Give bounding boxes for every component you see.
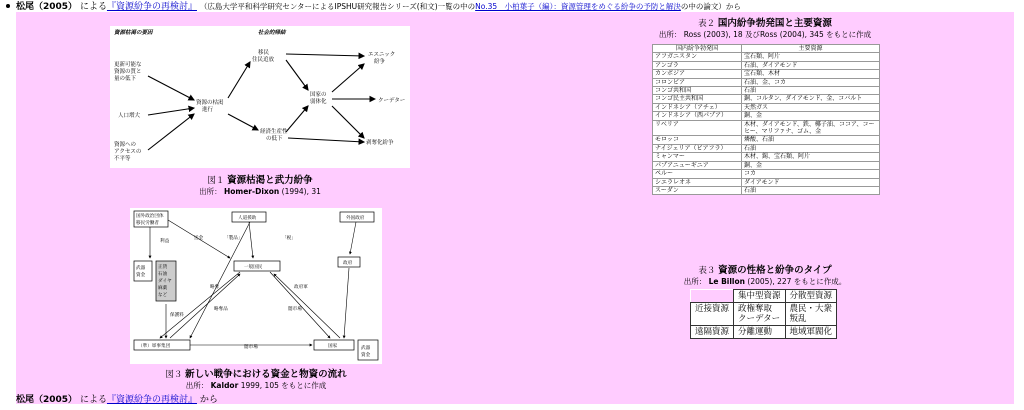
fig3-box-gov: 政府	[343, 261, 353, 266]
svg-text:経済生産性: 経済生産性	[260, 129, 288, 135]
table2-cell-resource: 天然ガス	[742, 103, 880, 111]
table2-cell-resource: 木材、錫、宝石類、阿片	[742, 153, 880, 161]
table-row	[653, 178, 880, 186]
svg-text:住民追放: 住民追放	[252, 57, 275, 63]
svg-text:資源への: 資源への	[114, 142, 137, 148]
table-row	[653, 103, 880, 111]
svg-text:紛争: 紛争	[374, 59, 386, 65]
fig3-res-4: 麻薬	[158, 286, 168, 291]
fig3-box-public: 一般国民	[244, 265, 263, 270]
table-3	[690, 289, 837, 339]
svg-text:資源の枯渇: 資源の枯渇	[196, 100, 224, 106]
fig3-box-arms-2: 武器	[361, 346, 371, 351]
table-row	[653, 186, 880, 194]
table-row	[653, 136, 880, 144]
table-row	[653, 161, 880, 169]
table2-cell-resource: 銅、コルタン、ダイアモンド、金、コバルト	[742, 95, 880, 103]
table2-cell-resource: ダイアモンド	[742, 178, 880, 186]
table-row	[653, 120, 880, 136]
fig3-box-funds-2: 資金	[361, 353, 371, 358]
table2-src-rest: Ross (2003), 18 及びRoss (2004), 345 をもとに作成	[683, 30, 872, 39]
fig3-res-1: 正貨	[158, 265, 168, 270]
table-row	[653, 112, 880, 120]
table3-col-concentrated: 集中型資源	[734, 290, 786, 303]
fig1-node-migration	[252, 48, 275, 63]
figure-3-caption	[130, 366, 382, 391]
table3-title-num: 表３	[698, 266, 716, 276]
fig3-label-black-market-2: 闇市場	[244, 345, 258, 350]
svg-text:アクセスの: アクセスの	[114, 149, 142, 155]
fig3-label-remit: 送金	[194, 236, 204, 241]
table3-cell-coup: 政権奪取 クーデター	[734, 303, 786, 326]
table-2-wrapper	[652, 44, 880, 195]
svg-text:エスニック: エスニック	[368, 52, 396, 58]
table3-corner	[691, 290, 734, 303]
svg-text:国家の: 国家の	[310, 92, 327, 98]
table2-title: 国内紛争勃発国と主要資源	[717, 18, 832, 29]
table2-cell-resource: コカ	[742, 170, 880, 178]
table3-title: 資源の性格と紛争のタイプ	[718, 265, 832, 276]
fig3-label-tax: 「税」	[282, 236, 296, 241]
figure-1-caption	[110, 172, 410, 197]
fig3-label-loot: 略奪	[210, 285, 220, 290]
fig3-res-3: ダイヤ	[158, 279, 172, 284]
header-by: による	[79, 2, 107, 12]
fig3-box-foreign-gov: 外国政府	[346, 216, 365, 221]
fig1-node-productivity	[260, 127, 288, 142]
table2-cell-country: リベリア	[653, 120, 742, 136]
table-row	[653, 70, 880, 78]
table2-cell-country: ナイジェリア（ビアフラ）	[653, 144, 742, 152]
footer-line	[16, 392, 218, 405]
fig3-box-diaspora: 国外政治団体	[136, 214, 164, 219]
fig3-box-military: （準）軍事集団	[138, 344, 171, 349]
fig1-node-ethnic	[368, 51, 395, 65]
fig1-src-author: Homer-Dixon	[223, 187, 280, 196]
table2-cell-resource: 石油	[742, 144, 880, 152]
table2-cell-resource: 石油、ダイアモンド	[742, 61, 880, 69]
table-row	[653, 153, 880, 161]
fig3-title: 新しい戦争における資金と物資の流れ	[185, 369, 347, 380]
fig3-label-protection: 保護料	[170, 313, 184, 318]
svg-text:進行: 進行	[202, 107, 214, 113]
table2-src-label: 出所：	[658, 30, 682, 39]
table2-cell-country: ペルー	[653, 170, 742, 178]
table2-cell-country: インドネシア（西パプア）	[653, 112, 742, 120]
fig1-node-depletion	[196, 98, 224, 113]
fig3-label-army: 政府軍	[294, 285, 308, 290]
table-row	[653, 78, 880, 86]
svg-text:量の低下: 量の低下	[114, 76, 137, 82]
table2-cell-country: コロンビア	[653, 78, 742, 86]
footer-title-link[interactable]: 『資源紛争の再検討』	[106, 395, 197, 405]
fig3-box-state: 国家	[328, 344, 338, 349]
table3-row-distant: 遠隔資源	[691, 326, 734, 339]
table-row	[653, 144, 880, 152]
fig3-box-arms: 武器	[136, 266, 146, 271]
table3-src-rest: (2005), 227 をもとに作成。	[747, 277, 847, 286]
fig1-title-num: 図１	[207, 176, 225, 186]
fig3-box-migrants: 移民労働者	[136, 221, 159, 226]
table2-cell-country: スーダン	[653, 186, 742, 194]
svg-text:不平等: 不平等	[114, 156, 131, 162]
figure-3-diagram	[130, 208, 382, 364]
table2-cell-country: カンボジア	[653, 70, 742, 78]
table2-cell-country: パプアニューギニア	[653, 161, 742, 169]
table-row	[653, 53, 880, 61]
table2-header-country: 国内紛争勃発国	[653, 45, 742, 53]
fig3-box-humanitarian: 人道援助	[238, 216, 257, 221]
fig1-title: 資源枯渇と武力紛争	[227, 175, 313, 186]
fig3-label-loot-goods: 略奪品	[214, 307, 228, 312]
svg-text:資源の質と: 資源の質と	[114, 69, 142, 75]
table-2-caption	[640, 15, 890, 40]
table2-cell-resource: 木材、ダイアモンド、鉄、椰子油、ココア、コーヒー、マリファナ、ゴム、金	[742, 120, 880, 136]
header-author: 松尾（2005）	[16, 2, 78, 12]
fig3-src-author: Kaldor	[210, 381, 239, 390]
table2-cell-country: ミャンマー	[653, 153, 742, 161]
fig1-src-label: 出所：	[199, 187, 222, 196]
header-note-open: （広島大学平和科学研究センターによるIPSHU研究報告シリーズ(和文)一覧の中の	[199, 2, 476, 11]
table2-cell-resource: 石油	[742, 87, 880, 95]
table3-cell-warlord: 地域軍閥化	[785, 326, 837, 339]
header-note-close: の中の論文）から	[680, 2, 741, 11]
fig1-node-renewable	[114, 60, 142, 82]
table2-header-resource: 主要資源	[742, 45, 880, 53]
table-3-wrapper	[690, 289, 837, 339]
table3-cell-rebellion: 農民・大衆 叛乱	[785, 303, 837, 326]
table-2	[652, 44, 880, 195]
fig1-col1: 資源枯渇の要因	[114, 30, 153, 36]
fig1-node-access	[114, 140, 141, 162]
table3-src-label: 出所：	[683, 277, 707, 286]
table3-cell-secession: 分離運動	[734, 326, 786, 339]
table2-cell-resource: 石油、金、コカ	[742, 78, 880, 86]
table2-cell-country: アンゴラ	[653, 61, 742, 69]
fig1-node-population: 人口増大	[118, 113, 141, 119]
fig3-src-label: 出所：	[185, 381, 209, 390]
fig3-label-profit: 利益	[160, 239, 170, 244]
table2-cell-resource: 燐酸、石油	[742, 136, 880, 144]
table2-cell-resource: 銅、金	[742, 161, 880, 169]
table2-title-num: 表２	[698, 19, 716, 29]
table2-cell-country: インドネシア（アチェ）	[653, 103, 742, 111]
fig3-label-goods: 「製品」	[224, 236, 243, 241]
table-row	[653, 170, 880, 178]
svg-text:更新可能な: 更新可能な	[114, 62, 142, 68]
fig1-node-deprivation: 剥奪化紛争	[366, 140, 394, 146]
table-row	[653, 87, 880, 95]
header-no35-link[interactable]: No.35 小柏葉子（編）：資源管理をめぐる紛争の予防と解決	[475, 2, 681, 11]
table2-cell-country: アフガニスタン	[653, 53, 742, 61]
table2-cell-resource: 宝石類、阿片	[742, 53, 880, 61]
fig1-node-state	[310, 90, 327, 105]
fig3-res-2: 石油	[158, 272, 168, 277]
svg-text:弱体化: 弱体化	[310, 99, 327, 105]
fig1-node-coup: クーデター	[378, 98, 406, 104]
table2-cell-resource: 銅、金	[742, 112, 880, 120]
fig3-src-rest: 1999, 105 をもとに作成	[240, 381, 327, 390]
fig3-res-5: など	[158, 293, 168, 298]
fig3-arrows	[150, 220, 356, 345]
fig1-col2: 社会的帰結	[258, 30, 286, 36]
footer-author: 松尾（2005）	[16, 395, 78, 405]
table3-src-author: Le Billon	[708, 277, 745, 286]
fig3-label-black-market: 闇市場	[288, 307, 302, 312]
svg-text:移民: 移民	[258, 50, 270, 56]
bullet-icon	[6, 4, 10, 8]
table3-row-proximate: 近接資源	[691, 303, 734, 326]
table2-cell-resource: 石油	[742, 186, 880, 194]
footer-tail: から	[199, 395, 218, 405]
figure-1-diagram	[110, 26, 410, 168]
header-title-link[interactable]: 『資源紛争の再検討』	[106, 2, 197, 12]
table2-cell-country: モロッコ	[653, 136, 742, 144]
table-row	[653, 61, 880, 69]
fig3-title-num: 図３	[165, 370, 183, 380]
svg-text:の低下: の低下	[266, 136, 283, 142]
table2-cell-resource: 宝石類、木材	[742, 70, 880, 78]
table3-col-dispersed: 分散型資源	[785, 290, 837, 303]
table-3-caption	[640, 262, 890, 287]
footer-by: による	[79, 395, 107, 405]
fig3-box-funds: 資金	[136, 273, 146, 278]
fig1-src-rest: (1994), 31	[281, 187, 321, 196]
table2-cell-country: コンゴ共和国	[653, 87, 742, 95]
table2-cell-country: シエラレオネ	[653, 178, 742, 186]
table-row	[653, 95, 880, 103]
table2-cell-country: コンゴ民主共和国	[653, 95, 742, 103]
fig1-arrows	[148, 54, 375, 150]
